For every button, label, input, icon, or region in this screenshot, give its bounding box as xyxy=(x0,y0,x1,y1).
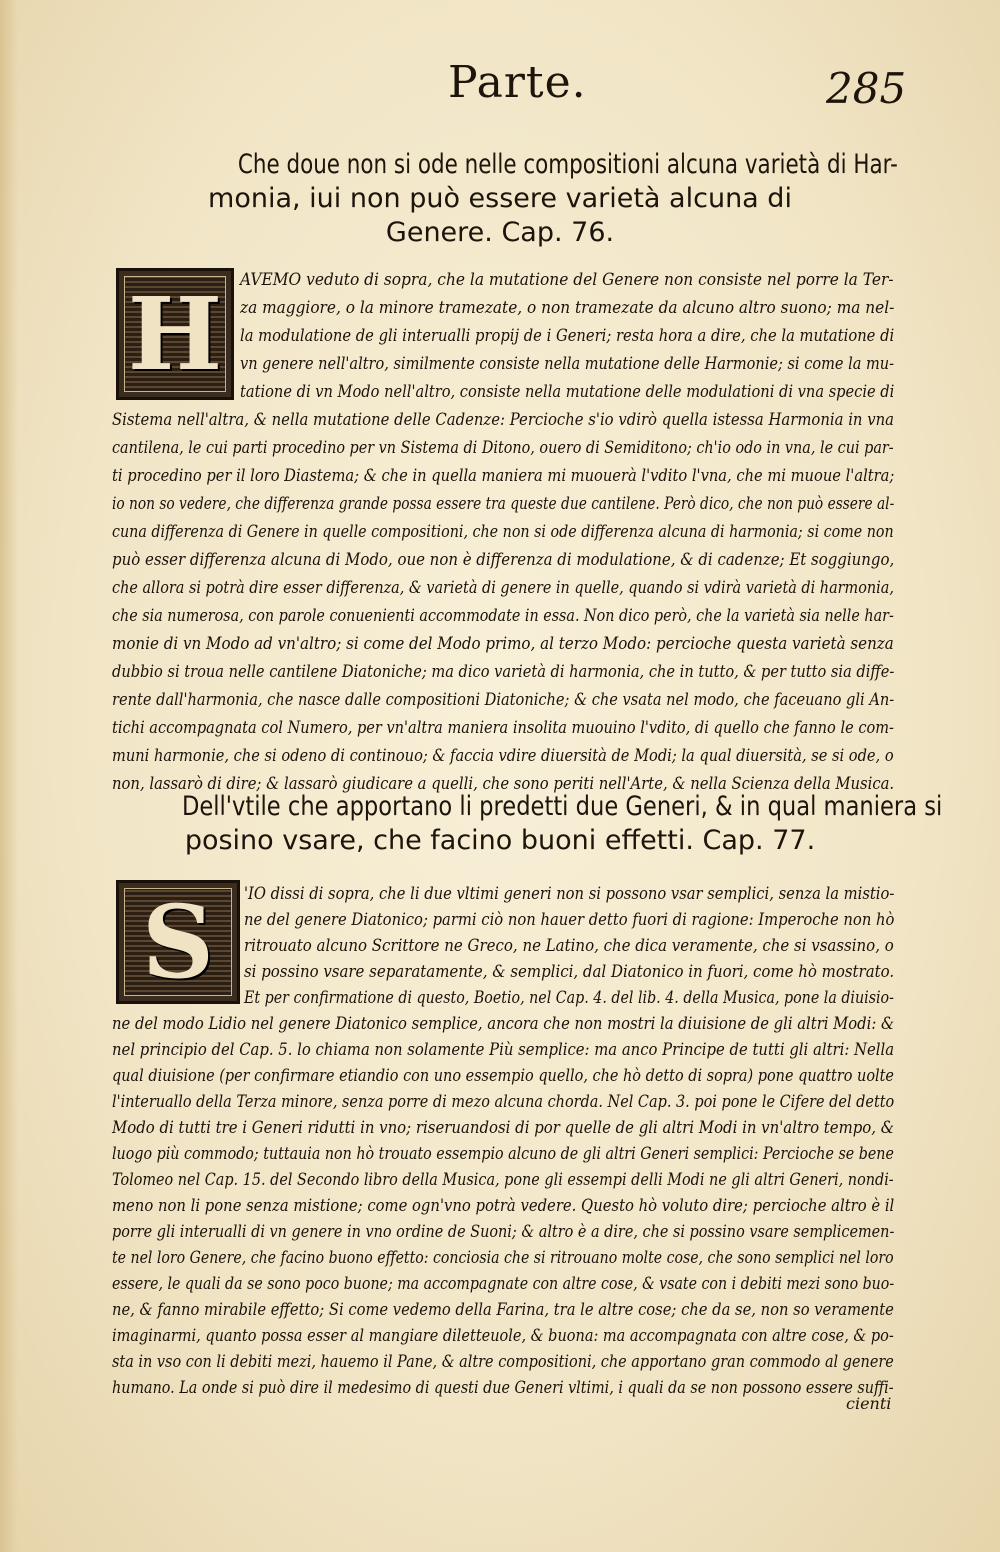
chapter-title-line: posino vsare, che facino buoni effetti. Cap. 77. xyxy=(184,825,816,856)
text-line: dubbio si troua nelle cantilene Diatoniche; ma dico varietà di harmonia, che in tutto, & per tutto sia diffe- xyxy=(112,662,895,681)
text-line: vn genere nell'altro, similmente consiste nella mutatione delle Harmonie; si come la mu- xyxy=(240,354,895,373)
text-line: l'interuallo della Terza minore, senza porre di mezo alcuna chorda. Nel Cap. 3. poi pone le Cifere del detto xyxy=(112,1092,895,1111)
text-line: AVEMO veduto di sopra, che la mutatione del Genere non consiste nel porre la Ter- xyxy=(240,270,894,289)
text-line: che sia numerosa, con parole conuenienti accommodate in essa. Non dico però, che la varietà sia nelle har- xyxy=(112,606,894,625)
text-line: luogo più commodo; tuttauia non hò trouato essempio alcuno de gli altri Generi semplici: Percioche se bene xyxy=(112,1144,894,1163)
text-line: ti procedino per il loro Diastema; & che in quella maniera mi muouerà l'vdito l'vna, che mi muoue l'altra; xyxy=(112,466,895,485)
initial-letter: H xyxy=(127,275,223,393)
text-line: meno non li pone senza mistione; come ogn'vno potrà vedere. Questo hò voluto dire; percioche altro è il xyxy=(112,1196,895,1215)
text-line: essere, le quali da se sono poco buone; ma accompagnate con altre cose, & vsate con i debiti mezi sono buo- xyxy=(112,1274,895,1293)
text-line: cuna differenza di Genere in quelle compositioni, che non si ode differenza alcuna di harmonia; si come non xyxy=(112,522,894,541)
text-line: tatione di vn Modo nell'altro, consiste nella mutatione delle modulationi di vna specie di xyxy=(240,382,895,401)
decorated-initial-h xyxy=(116,268,234,400)
text-line: si possino vsare separatamente, & semplici, dal Diatonico in fuori, come hò mostrato. xyxy=(244,962,895,981)
text-line: io non so vedere, che differenza grande possa essere tra queste due cantilene. Però dico, che non può essere al- xyxy=(112,494,895,513)
text-line: tichi accompagnata col Numero, per vn'altra maniera insolita muouino l'vdito, di quello che fanno le com- xyxy=(112,718,894,737)
text-line: ne del genere Diatonico; parmi ciò non hauer detto fuori di ragione: Imperoche non hò xyxy=(244,910,895,929)
text-line: può esser differenza alcuna di Modo, oue non è differenza di modulatione, & di cadenze; Et soggiungo, xyxy=(112,550,895,569)
text-line: imaginarmi, quanto possa esser al mangiare diletteuole, & buona: ma accompagnata con altre cose, & po- xyxy=(112,1326,894,1345)
chapter-title-line: monia, iui non può essere varietà alcuna di xyxy=(208,183,792,214)
decorated-initial-s xyxy=(116,880,240,1004)
text-line: nel principio del Cap. 5. lo chiama non solamente Più semplice: ma anco Principe de tutti gli altri: Nella xyxy=(112,1040,895,1059)
text-line: ne, & fanno mirabile effetto; Si come vedemo della Farina, tra le altre cose; che da se, non so veramente xyxy=(112,1300,894,1319)
text-line: ritrouato alcuno Scrittore ne Greco, ne Latino, che dica veramente, che si vsassino, o xyxy=(244,936,894,955)
text-line: porre gli interualli di vn genere in vno ordine de Suoni; & altro è a dire, che si possino vsare semplicemen- xyxy=(112,1222,895,1241)
text-line: Sistema nell'altra, & nella mutatione delle Cadenze: Percioche s'io vdirò quella istessa Harmonia in vna xyxy=(112,410,894,429)
text-line: non, lassarò di dire; & lassarò giudicare a quelli, che sono periti nell'Arte, & nella Scienza della Musica. xyxy=(112,774,895,793)
text-line: monie di vn Modo ad vn'altro; si come del Modo primo, al terzo Modo: percioche questa varietà senza xyxy=(112,634,894,653)
text-line: te nel loro Genere, che facino buono effetto: conciosia che si ritrouano molte cose, che sono semplici nel loro xyxy=(112,1248,894,1267)
text-line: cantilena, le cui parti procedino per vn Sistema di Ditono, ouero di Semiditono; ch'io odo in vna, le cui par- xyxy=(112,438,894,457)
text-line: 'IO dissi di sopra, che li due vltimi generi non si possono vsar semplici, senza la mistio- xyxy=(244,884,895,903)
text-line: ne del modo Lidio nel genere Diatonico semplice, ancora che non mostri la diuisione de gli altri Modi: & xyxy=(112,1014,895,1033)
text-line: che allora si potrà dire esser differenza, & varietà di genere in quelle, quando si vdirà varietà di harmonia, xyxy=(112,578,894,597)
text-line: sta in vso con li debiti mezi, hauemo il Pane, & altre compositioni, che apportano gran commodo al genere xyxy=(112,1352,894,1371)
chapter-title-line: Dell'vtile che apportano li predetti due Generi, & in qual maniera si xyxy=(181,791,943,822)
catchword: cienti xyxy=(846,1394,892,1413)
page-number: 285 xyxy=(826,64,907,113)
text-line: Modo di tutti tre i Generi ridutti in vno; riseruandosi di por quelle de gli altri Modi in vn'altro tempo, & xyxy=(112,1118,894,1137)
text-line: muni harmonie, che si odeno di continouo; & faccia vdire diuersità de Modi; la qual diuersità, se si ode, o xyxy=(112,746,894,765)
chapter-title-line: Che doue non si ode nelle compositioni alcuna varietà di Har- xyxy=(237,149,898,180)
initial-letter: S xyxy=(141,883,215,1001)
chapter-76-title xyxy=(170,148,898,250)
chapter-77-title xyxy=(120,790,943,858)
running-head: Parte. xyxy=(448,57,587,108)
text-line: qual diuisione (per confirmare etiandio con uno essempio quello, che hò detto di sopra) pone quattro uolte xyxy=(112,1066,894,1085)
text-line: rente dall'harmonia, che nasce dalle compositioni Diatoniche; & che vsata nel modo, che faceuano gli An- xyxy=(112,690,895,709)
text-line: Tolomeo nel Cap. 15. del Secondo libro della Musica, pone gli essempi delli Modi ne gli altri Generi, nondi- xyxy=(112,1170,894,1189)
text-line: Et per confirmatione di questo, Boetio, nel Cap. 4. del lib. 4. della Musica, pone la diuisio- xyxy=(244,988,894,1007)
text-line: la modulatione de gli interualli propij de i Generi; resta hora a dire, che la mutatione di xyxy=(240,326,895,345)
text-line: humano. La onde si può dire il medesimo di questi due Generi vltimi, i quali da se non possono essere suffi- xyxy=(112,1378,894,1397)
chapter-title-line: Genere. Cap. 76. xyxy=(385,217,615,248)
text-line: za maggiore, o la minore tramezate, o non tramezate da alcuno altro suono; ma nel- xyxy=(240,298,895,317)
